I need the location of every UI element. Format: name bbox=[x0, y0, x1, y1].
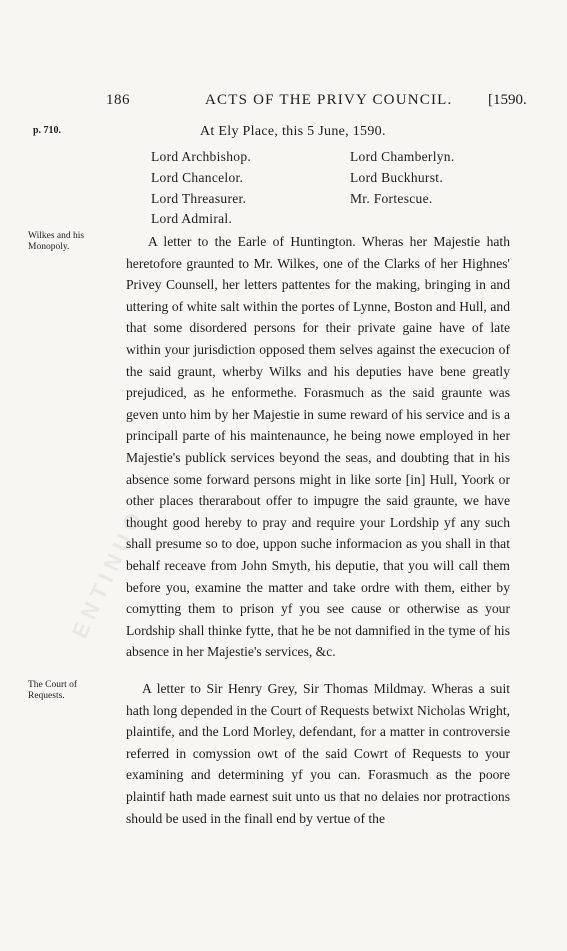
page-number: 186 bbox=[106, 92, 130, 108]
attendee: Lord Threasurer. bbox=[151, 191, 247, 206]
attendee: Lord Admiral. bbox=[151, 211, 233, 226]
margin-note-court-of-requests: The Court of Requests. bbox=[28, 680, 78, 701]
margin-note-wilkes: Wilkes and his Monopoly. bbox=[28, 231, 85, 252]
running-head-title: ACTS OF THE PRIVY COUNCIL. bbox=[205, 92, 453, 108]
page-reference: p. 710. bbox=[33, 125, 62, 136]
attendee: Mr. Fortescue. bbox=[350, 191, 433, 206]
attendee: Lord Buckhurst. bbox=[350, 170, 443, 185]
letter-paragraph-court: A letter to Sir Henry Grey, Sir Thomas Mildmay. Wheras a suit hath long depended in the Court of Requests betwixt Nicholas Wright, plaintife, and the Lord Morley, defendant, for a matter in controversie referred in comyssion owt of the said Cowrt of Requests to your examining and determining yf you can. Forasmuch as the poore plaintif hath made earnest suit unto us that no delaies nor protractions should be used in the finall end by vertue of the bbox=[126, 681, 510, 826]
letter-paragraph-wilkes: A letter to the Earle of Huntington. Wheras her Majestie hath heretofore graunted to Mr. Wilkes, one of the Clarks of her Highnes' Privey Counsell, her letters pattentes for the making, bringing in and uttering of white salt within the portes of Lynne, Boston and Hull, and that some disordered persons for their private gaine have of late within your jurisdiction opposed them selves against the execucion of the said graunt, wherby Wilks and his deputies have bene greatly prejudiced, as he enformethe. Forasmuch as the said graunte was geven unto him by her Majestie in sume reward of his service and is a principall parte of his maintenaunce, he being nowe employed in her Majestie's publick services beyond the seas, and doubting that in his absence some forward persons might in like sorte [in] Hull, Yoork or other places therarabout offer to impugre the said graunte, we have thought good hereby to pray and require your Lordship yf any such shall presume so to doe, uppon suche informacion as you shall in that behalf receave from John Smyth, his deputie, that you will call them before you, examine the matter and take ordre with them, either by comytting them to prison yf you see cause or otherwise as your Lordship shall thinke fytte, that he be not damnified in the tyme of his absence in her Majestie's services, &c. bbox=[126, 234, 510, 660]
library-stamp-watermark: ENTINUO bbox=[66, 503, 150, 642]
meeting-heading: At Ely Place, this 5 June, 1590. bbox=[200, 124, 386, 139]
attendee: Lord Chamberlyn. bbox=[350, 149, 455, 164]
attendee: Lord Archbishop. bbox=[151, 149, 252, 164]
running-head-year: [1590. bbox=[488, 92, 527, 108]
attendee: Lord Chancelor. bbox=[151, 170, 244, 185]
